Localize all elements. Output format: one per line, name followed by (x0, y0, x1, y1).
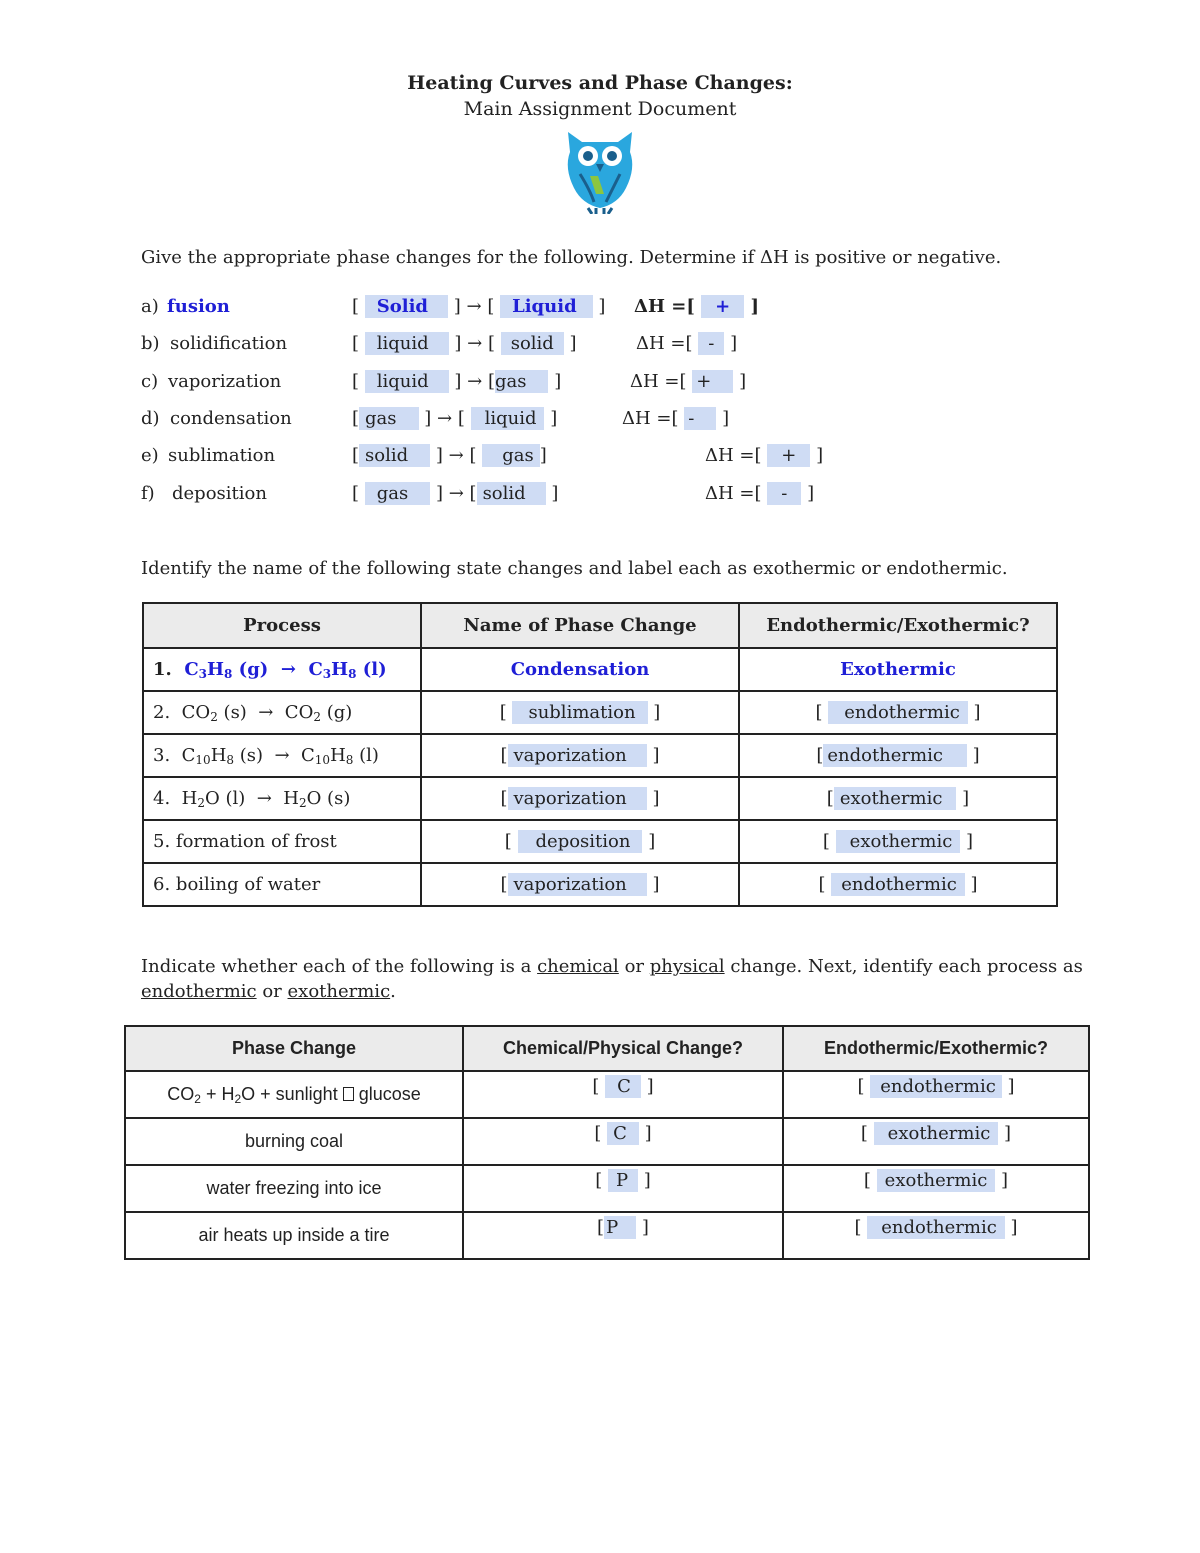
endo-exo-cell: [ endothermic ] (783, 1071, 1089, 1118)
header-endo-exo: Endothermic/Exothermic? (739, 603, 1057, 648)
q-b-to[interactable]: solid (501, 332, 564, 355)
endo-exo-cell: [ exothermic ] (783, 1118, 1089, 1165)
q-f-to[interactable]: solid (477, 482, 546, 505)
q-b-label: b) (141, 333, 160, 354)
endo-exo-cell: [ endothermic ] (783, 1212, 1089, 1259)
phase-change-cell: burning coal (125, 1118, 463, 1165)
arrow: → (467, 371, 483, 392)
q-d-to[interactable]: liquid (471, 407, 545, 430)
process-num: 5. (153, 831, 171, 852)
q-c-label: c) (141, 371, 159, 392)
phase-change-cell: air heats up inside a tire (125, 1212, 463, 1259)
endo-exo-cell: [ exothermic ] (739, 777, 1057, 820)
section3-instruction-line1: Indicate whether each of the following is a chemical or physical change. Next, identify each process as (141, 956, 1083, 977)
dh-label: ΔH = (705, 445, 755, 466)
table-row (143, 734, 1057, 777)
chem-phys-answer[interactable]: C (605, 1075, 641, 1098)
q-d-dh[interactable]: - (684, 407, 716, 430)
q-a-from[interactable]: Solid (365, 295, 448, 318)
section3-instruction-line2: endothermic or exothermic. (141, 981, 396, 1002)
process-num: 2. (153, 701, 171, 723)
q-f-label: f) (141, 483, 155, 504)
q-d-from[interactable]: gas (359, 407, 419, 430)
process-formula: $C_3H_8$ $(g) \to C_3H_8$ (l) (178, 658, 387, 681)
process-formula: $C_{10}H_8$ $(s) \to C_{10}H_8$ (l) (175, 744, 379, 767)
process-formula: $H_2O$ $(l) \to H_2O$ (s) (175, 787, 351, 810)
endo-exo-cell: [ endothermic ] (739, 863, 1057, 906)
table-header-row (125, 1026, 1089, 1071)
process-num: 1. (153, 658, 172, 680)
chem-phys-answer[interactable]: P (608, 1169, 638, 1192)
process-cell (143, 691, 421, 734)
phase-change-cell: $CO_2 + H_2O$ + sunlight glucose (125, 1071, 463, 1118)
q-e-from[interactable]: solid (359, 444, 430, 467)
table-row (125, 1118, 1089, 1165)
state-change-table (142, 602, 1058, 907)
chemical-physical-table (124, 1025, 1090, 1260)
q-a-dh[interactable]: + (701, 295, 744, 318)
q-e-to[interactable]: gas (482, 444, 540, 467)
section1-instruction: Give the appropriate phase changes for the following. Determine if ΔH is positive or negative. (141, 247, 1002, 268)
q-c-name: vaporization (168, 371, 282, 392)
q-b-dh[interactable]: - (698, 332, 724, 355)
table-header-row (143, 603, 1057, 648)
process-text: formation of frost (175, 831, 337, 852)
section2-instruction: Identify the name of the following state changes and label each as exothermic or endothermic. (141, 558, 1008, 579)
endo-exo-answer[interactable]: exothermic (877, 1169, 996, 1192)
q-e-name: sublimation (168, 445, 276, 466)
word-physical: physical (649, 956, 725, 977)
phase-name-answer[interactable]: vaporization (508, 744, 647, 767)
table-row (143, 820, 1057, 863)
q-a-to[interactable]: Liquid (500, 295, 593, 318)
endo-exo-cell: [ endothermic ] (739, 691, 1057, 734)
phase-name-cell: [ vaporization ] (421, 777, 739, 820)
arrow: → (448, 445, 464, 466)
q-c-dh[interactable]: + (692, 370, 733, 393)
table-row (143, 777, 1057, 820)
phase-name-answer[interactable]: vaporization (508, 787, 647, 810)
phase-name-answer[interactable]: deposition (518, 830, 643, 853)
dh-label: ΔH = (622, 408, 672, 429)
endo-exo-answer[interactable]: endothermic (823, 744, 967, 767)
chem-phys-cell: [ C ] (463, 1118, 783, 1165)
process-num: 4. (153, 787, 171, 809)
phase-name-cell: [ deposition ] (421, 820, 739, 863)
word-endothermic: endothermic (141, 981, 257, 1002)
endo-exo-answer[interactable]: endothermic (828, 701, 968, 724)
endo-exo-answer[interactable]: exothermic (836, 830, 961, 853)
q-e-label: e) (141, 445, 159, 466)
q-c-to[interactable]: gas (495, 370, 549, 393)
phase-name-cell: [ vaporization ] (421, 863, 739, 906)
q-c-from[interactable]: liquid (365, 370, 449, 393)
endo-exo-cell: [ exothermic ] (739, 820, 1057, 863)
endo-exo-answer[interactable]: endothermic (867, 1216, 1005, 1239)
process-cell (143, 648, 421, 691)
header-name: Name of Phase Change (421, 603, 739, 648)
chem-phys-cell: [ C ] (463, 1071, 783, 1118)
phase-name-answer[interactable]: vaporization (508, 873, 647, 896)
chem-phys-answer[interactable]: C (607, 1122, 639, 1145)
table-row (125, 1165, 1089, 1212)
word-chemical: chemical (537, 956, 619, 977)
q-b-name: solidification (170, 333, 288, 354)
endo-exo-answer[interactable]: exothermic (834, 787, 957, 810)
process-num: 3. (153, 744, 171, 766)
endo-exo-cell: [ endothermic ] (739, 734, 1057, 777)
header-phase-change: Phase Change (125, 1026, 463, 1071)
q-a-name: fusion (167, 296, 230, 317)
process-cell (143, 777, 421, 820)
chem-phys-cell: [ P ] (463, 1165, 783, 1212)
process-num: 6. (153, 874, 171, 895)
endo-exo-answer[interactable]: exothermic (874, 1122, 999, 1145)
endo-exo-cell: [ exothermic ] (783, 1165, 1089, 1212)
table-row (143, 863, 1057, 906)
q-f-dh[interactable]: - (767, 482, 801, 505)
chem-phys-answer[interactable]: P (604, 1216, 636, 1239)
endo-exo-cell: Exothermic (739, 648, 1057, 691)
endo-exo-answer[interactable]: endothermic (870, 1075, 1002, 1098)
q-d-name: condensation (170, 408, 292, 429)
arrow: → (467, 333, 483, 354)
chem-phys-cell: [ P ] (463, 1212, 783, 1259)
dh-label: ΔH = (705, 483, 755, 504)
phase-name-cell: [ vaporization ] (421, 734, 739, 777)
phase-name-cell: [ sublimation ] (421, 691, 739, 734)
page-title: Heating Curves and Phase Changes: (407, 72, 793, 94)
phase-name-answer[interactable]: sublimation (512, 701, 647, 724)
process-cell (143, 863, 421, 906)
process-formula: $CO_2$ $(s) \to CO_2$ (g) (175, 701, 353, 724)
table-row (125, 1212, 1089, 1259)
q-b-from[interactable]: liquid (365, 332, 449, 355)
header-chem-phys: Chemical/Physical Change? (463, 1026, 783, 1071)
table-row (143, 648, 1057, 691)
table-row (143, 691, 1057, 734)
q-a-label: a) (141, 296, 159, 317)
assignment-page: Heating Curves and Phase Changes: Main Assignment Document Give the appropriate phase changes for the following. Determine if ΔH is positive or negative. a) fusion [ Solid ] → [ Liquid ] ΔH =[ + ] b) solidification [ liquid ] → [ solid ] ΔH =[ - ] c) vaporization [ liquid ] → [gas ] ΔH =[ + ] d) condensation [ gas ] → [ liquid ] ΔH =[ - ] e) sublimation [ solid ] → [ gas ] ΔH =[ + ] f) deposition [ gas ] → [ solid ] ΔH =[ - ] Identify the name of the following state changes and label each as exothermic or endothermic. Process Name of Phase Change Endothermic/Exothermic? 1. $C_3H_8$ $(g) \to C_3H_8$ (l) Condensation Exothermic 2. $CO_2$ $(s) \to CO_2$ (g) [ sublimation ] [ endothermic ] 3. $C_{10}H_8$ $(s) \to C_{10}H_8$ (l) [ vaporization ] [ endothermic ] 4. $H_2O$ $(l) \to H_2O$ (s) [ vaporization ] [ exothermic ] 5. formation of frost [ deposition ] [ exothermic ] 6. boiling of water [ vaporization ] [ endothermic ] Indicate whether each of the following is a chemical or physical change. Next, identify each process as endothermic or exothermic. Phase Change Chemical/Physical Change? Endothermic/Exothermic? $CO_2 + H_2O$ + sunlight glucose [ C ] [ endothermic ] burning coal [ C ] [ exothermic ] water freezing into ice [ P ] [ exothermic ] air heats up inside a tire [ P ] [ endothermic ] (0, 0, 1200, 1553)
header-endo-exo: Endothermic/Exothermic? (783, 1026, 1089, 1071)
process-cell (143, 820, 421, 863)
missing-glyph-icon (343, 1087, 354, 1101)
arrow: → (466, 296, 482, 317)
q-f-from[interactable]: gas (365, 482, 431, 505)
word-exothermic: exothermic (287, 981, 391, 1002)
phase-name-cell: Condensation (421, 648, 739, 691)
process-text: boiling of water (175, 874, 321, 895)
header-process: Process (143, 603, 421, 648)
q-d-label: d) (141, 408, 160, 429)
dh-label: ΔH = (636, 333, 686, 354)
dh-label: ΔH = (630, 371, 680, 392)
phase-change-cell: water freezing into ice (125, 1165, 463, 1212)
endo-exo-answer[interactable]: endothermic (831, 873, 965, 896)
owl-logo-icon (560, 128, 640, 214)
arrow: → (448, 483, 464, 504)
q-f-name: deposition (172, 483, 267, 504)
process-cell (143, 734, 421, 777)
dh-label: ΔH = (634, 296, 687, 317)
page-subtitle: Main Assignment Document (463, 98, 737, 120)
q-e-dh[interactable]: + (767, 444, 810, 467)
table-row (125, 1071, 1089, 1118)
arrow: → (437, 408, 453, 429)
